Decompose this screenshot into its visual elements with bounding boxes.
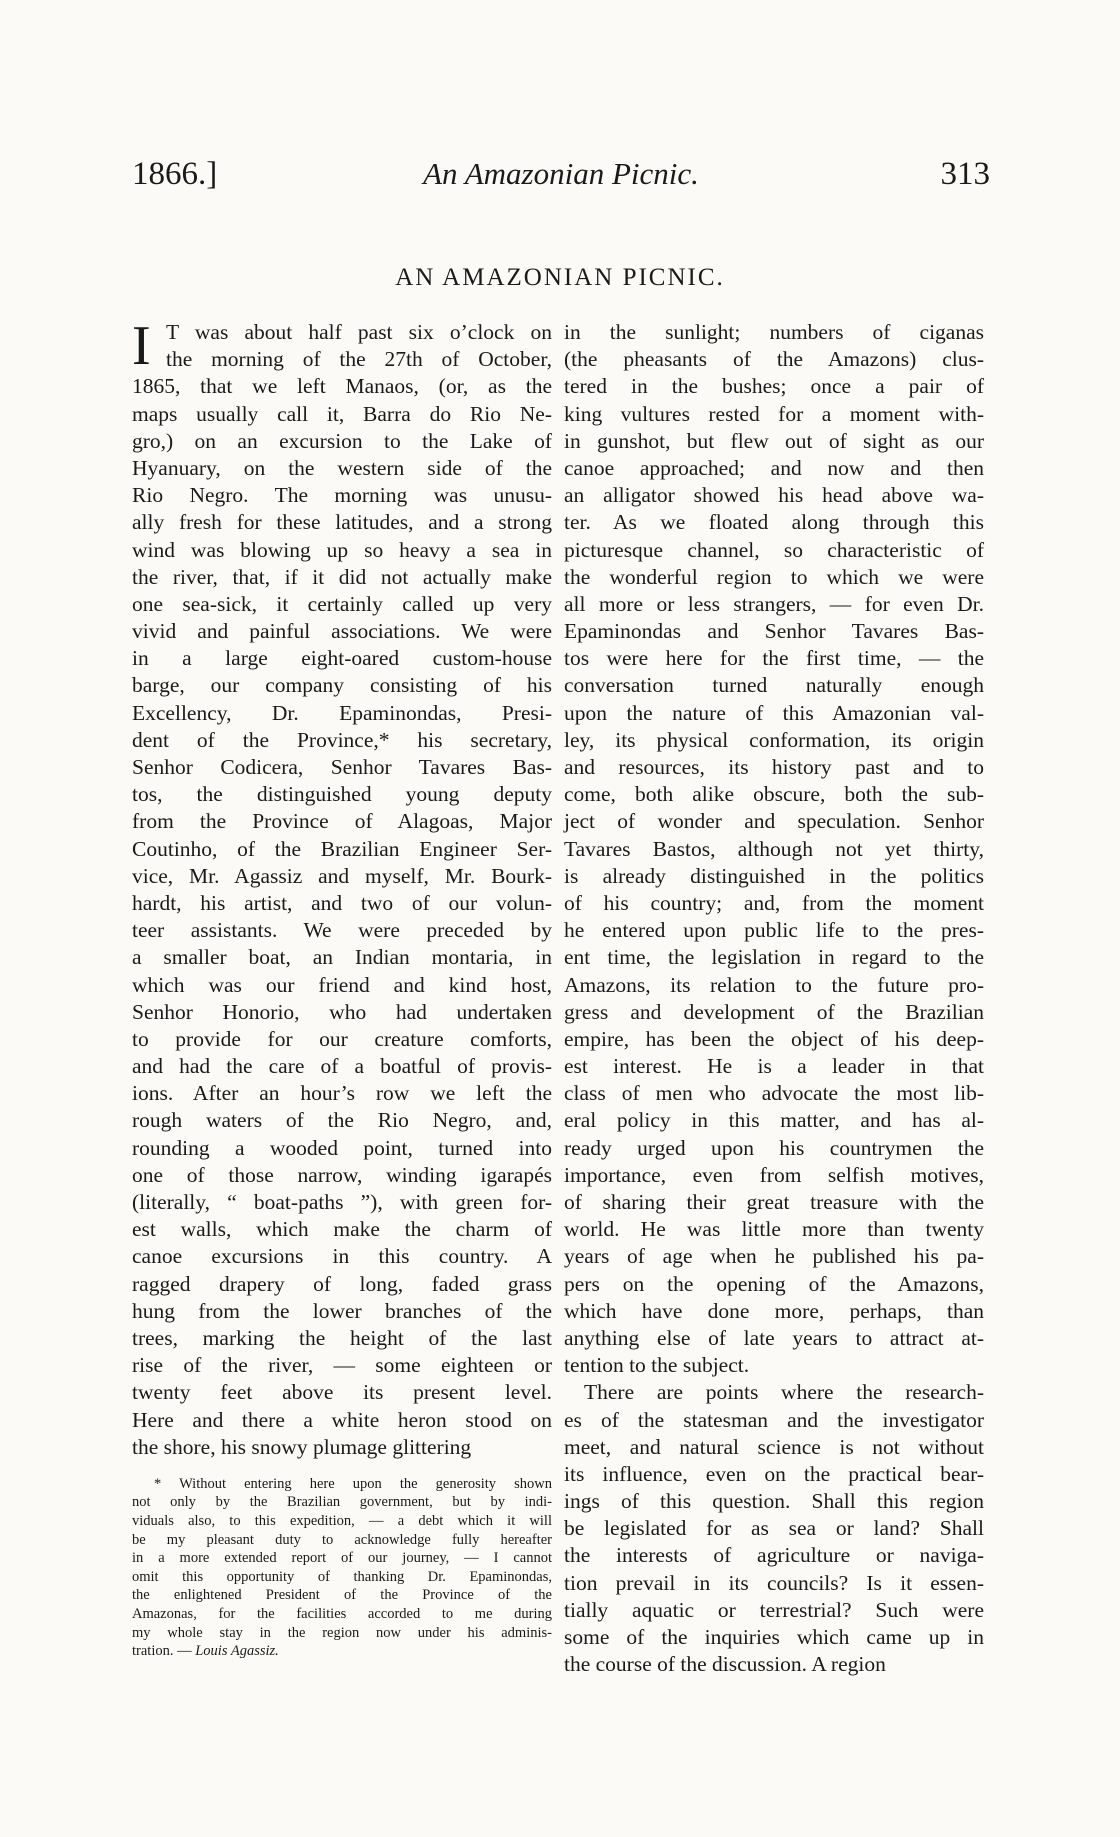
text-line: ings of this question. Shall this region [564,1489,984,1514]
article-title: AN AMAZONIAN PICNIC. [395,264,725,291]
text-line: rise of the river, — some eighteen or [132,1353,552,1378]
text-line: in the sunlight; numbers of ciganas [564,320,984,344]
text-line: in a large eight-oared custom-house [132,646,552,671]
text-line: gro,) on an excursion to the Lake of [132,428,552,453]
text-line: barge, our company consisting of his [132,673,552,698]
text-line: from the Province of Alagoas, Major [132,809,552,834]
text-line: he entered upon public life to the pres- [564,918,984,943]
text-line: ley, its physical conformation, its origin [564,727,984,752]
text-line: Senhor Honorio, who had undertaken [132,999,552,1024]
text-line: pers on the opening of the Amazons, [564,1271,984,1296]
footnote [132,1475,552,1661]
text-line: in gunshot, but flew out of sight as our [564,428,984,453]
text-line: and had the care of a boatful of provis- [132,1054,552,1079]
text-line: est interest. He is a leader in that [564,1054,984,1079]
text-line: vivid and painful associations. We were [132,619,552,644]
text-line: years of age when he published his pa- [564,1244,984,1269]
text-line: teer assistants. We were preceded by [132,918,552,943]
text-line: the course of the discussion. A region [564,1652,886,1677]
text-line: of sharing their great treasure with the [564,1190,984,1214]
text-line: ally fresh for these latitudes, and a strong [132,510,552,535]
text-line: There are points where the research- [584,1380,984,1405]
text-line: canoe excursions in this country. A [132,1244,552,1269]
header-year: 1866.] [132,156,218,192]
page-number: 313 [940,156,990,192]
text-line: est walls, which make the charm of [132,1217,552,1242]
text-line: a smaller boat, an Indian montaria, in [132,945,552,970]
text-line: the shore, his snowy plumage glittering [132,1434,472,1459]
text-line: rough waters of the Rio Negro, and, [132,1108,552,1133]
text-line: tion prevail in its councils? Is it essen- [564,1570,984,1595]
running-head [132,156,990,196]
left-column [132,315,552,1661]
footnote-line: not only by the Brazilian government, but by indi- [132,1494,552,1511]
text-line: its influence, even on the practical bear- [564,1461,984,1486]
text-line: Coutinho, of the Brazilian Engineer Ser- [132,836,552,861]
text-line: some of the inquiries which came up in [564,1625,984,1649]
text-line: T was about half past six o’clock on [166,320,552,344]
footnote-line: in a more extended report of our journey, — I cannot [132,1550,552,1567]
text-line: trees, marking the height of the last [132,1325,552,1350]
text-line: ter. As we floated along through this [564,510,984,535]
text-line: Hyanuary, on the western side of the [132,455,552,480]
text-line: (literally, “ boat-paths ”), with green for- [132,1190,552,1214]
text-line: Epaminondas and Senhor Tavares Bas- [564,619,984,644]
right-column-text [564,319,984,1678]
text-line: tially aquatic or terrestrial? Such were [564,1597,984,1622]
text-line: ions. After an hour’s row we left the [132,1081,552,1106]
left-column-text [132,315,552,1461]
text-line: world. He was little more than twenty [564,1217,984,1242]
text-line: one sea-sick, it certainly called up very [132,591,552,616]
drop-cap: I [132,315,151,377]
footnote-signature: Louis Agassiz. [195,1643,279,1660]
footnote-line: tration. — Louis Agassiz. [132,1643,279,1660]
footnote-line: viduals also, to this expedition, — a debt which it will [132,1513,552,1530]
text-line: empire, has been the object of his deep- [564,1026,984,1051]
text-line: which have done more, perhaps, than [564,1298,984,1323]
text-line: to provide for our creature comforts, [132,1026,552,1051]
footnote-line: Amazonas, for the facilities accorded to me during [132,1606,552,1623]
text-line: tention to the subject. [564,1353,750,1378]
text-line: hardt, his artist, and two of our volun- [132,890,552,915]
text-line: tos were here for the first time, — the [564,646,984,671]
text-line: Senhor Codicera, Senhor Tavares Bas- [132,755,552,779]
text-line: twenty feet above its present level. [132,1380,552,1405]
text-line: the morning of the 27th of October, [166,347,552,372]
text-line: the river, that, if it did not actually make [132,564,552,589]
text-line: ject of wonder and speculation. Senhor [564,809,984,834]
text-line: conversation turned naturally enough [564,673,984,698]
text-line: Rio Negro. The morning was unusu- [132,483,552,508]
text-line: upon the nature of this Amazonian val- [564,700,984,725]
text-line: one of those narrow, winding igarapés [132,1162,552,1187]
text-line: vice, Mr. Agassiz and myself, Mr. Bourk- [132,863,552,888]
text-line: 1865, that we left Manaos, (or, as the [132,374,552,399]
text-line: es of the statesman and the investigator [564,1407,984,1432]
text-line: Tavares Bastos, although not yet thirty, [564,836,984,861]
right-column [564,319,984,1678]
footnote-line: my whole stay in the region now under his adminis- [132,1624,552,1641]
text-line: ragged drapery of long, faded grass [132,1271,552,1296]
footnote-line: omit this opportunity of thanking Dr. Epaminondas, [132,1568,552,1585]
footnote-line: be my pleasant duty to acknowledge fully hereafter [132,1531,552,1548]
text-line: wind was blowing up so heavy a sea in [132,537,552,562]
text-line: dent of the Province,* his secretary, [132,727,552,752]
text-line: ready urged upon his countrymen the [564,1135,984,1160]
header-title: An Amazonian Picnic. [423,156,699,191]
text-line: come, both alike obscure, both the sub- [564,782,984,807]
text-line: class of men who advocate the most lib- [564,1081,984,1106]
text-line: all more or less strangers, — for even Dr. [564,591,984,616]
footnote-line: the enlightened President of the Province of the [132,1587,552,1604]
text-line: the wonderful region to which we were [564,564,984,589]
text-line: tered in the bushes; once a pair of [564,374,984,399]
text-line: maps usually call it, Barra do Rio Ne- [132,401,552,426]
text-line: the interests of agriculture or naviga- [564,1543,984,1568]
text-line: an alligator showed his head above wa- [564,483,984,508]
text-line: Amazons, its relation to the future pro- [564,972,984,997]
text-line: rounding a wooded point, turned into [132,1135,552,1160]
text-line: eral policy in this matter, and has al- [564,1108,984,1133]
text-line: (the pheasants of the Amazons) clus- [564,347,984,372]
footnote-line: * Without entering here upon the generosity shown [154,1475,552,1492]
text-line: picturesque channel, so characteristic of [564,537,984,562]
text-line: of his country; and, from the moment [564,890,984,915]
text-line: is already distinguished in the politics [564,863,984,888]
text-line: ent time, the legislation in regard to the [564,945,984,970]
text-line: Here and there a white heron stood on [132,1407,552,1432]
text-line: tos, the distinguished young deputy [132,782,552,807]
text-line: anything else of late years to attract at- [564,1325,984,1350]
text-line: gress and development of the Brazilian [564,999,984,1024]
text-line: Excellency, Dr. Epaminondas, Presi- [132,700,552,725]
text-line: be legislated for as sea or land? Shall [564,1516,984,1541]
text-line: which was our friend and kind host, [132,972,552,997]
text-line: importance, even from selfish motives, [564,1162,984,1187]
text-line: meet, and natural science is not without [564,1434,984,1459]
text-line: king vultures rested for a moment with- [564,401,984,426]
text-line: hung from the lower branches of the [132,1298,552,1323]
text-line: canoe approached; and now and then [564,455,984,480]
text-line: and resources, its history past and to [564,755,984,779]
